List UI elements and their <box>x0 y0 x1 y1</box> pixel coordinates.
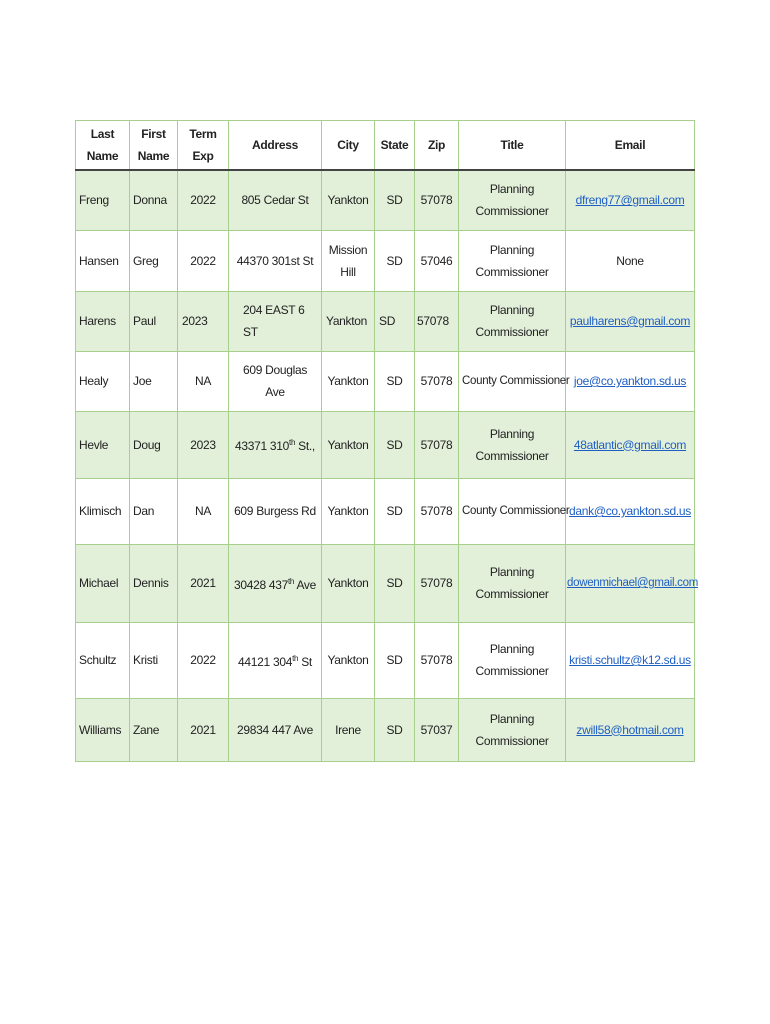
cell-title: Planning Commissioner <box>459 544 566 622</box>
cell-state: SD <box>375 622 415 698</box>
cell-email <box>566 170 695 230</box>
email-link[interactable]: joe@co.yankton.sd.us <box>573 374 687 388</box>
cell-state: SD <box>375 411 415 478</box>
cell-email <box>566 478 695 544</box>
cell-first-name: Joe <box>130 351 178 411</box>
cell-address: 43371 310th St., <box>229 411 322 478</box>
cell-first-name: Kristi <box>130 622 178 698</box>
cell-term-exp: NA <box>178 478 229 544</box>
cell-last-name: Healy <box>76 351 130 411</box>
cell-title: Planning Commissioner <box>459 622 566 698</box>
cell-zip: 57078 <box>415 622 459 698</box>
table-row <box>76 170 695 230</box>
cell-state: SD <box>375 698 415 761</box>
cell-state: SD <box>375 291 415 351</box>
cell-zip: 57078 <box>415 478 459 544</box>
cell-title: Planning Commissioner <box>459 698 566 761</box>
cell-email <box>566 291 695 351</box>
cell-first-name: Donna <box>130 170 178 230</box>
email-link[interactable]: 48atlantic@gmail.com <box>573 437 687 452</box>
cell-email <box>566 622 695 698</box>
cell-term-exp: NA <box>178 351 229 411</box>
header-email: Email <box>566 121 695 171</box>
cell-email <box>566 698 695 761</box>
header-row <box>76 121 695 171</box>
cell-last-name: Schultz <box>76 622 130 698</box>
cell-last-name: Michael <box>76 544 130 622</box>
cell-term-exp: 2021 <box>178 544 229 622</box>
cell-first-name: Greg <box>130 230 178 291</box>
cell-last-name: Hevle <box>76 411 130 478</box>
cell-address: 609 Douglas Ave <box>229 351 322 411</box>
cell-title: County Commissioner <box>459 351 566 411</box>
cell-address: 609 Burgess Rd <box>229 478 322 544</box>
cell-address: 44121 304th St <box>229 622 322 698</box>
cell-first-name: Dennis <box>130 544 178 622</box>
cell-term-exp: 2021 <box>178 698 229 761</box>
cell-term-exp: 2023 <box>178 291 229 351</box>
cell-address: 29834 447 Ave <box>229 698 322 761</box>
cell-last-name: Freng <box>76 170 130 230</box>
cell-first-name: Zane <box>130 698 178 761</box>
cell-email: None <box>566 230 695 291</box>
table-row <box>76 411 695 478</box>
cell-city: Irene <box>322 698 375 761</box>
cell-first-name: Paul <box>130 291 178 351</box>
cell-state: SD <box>375 544 415 622</box>
cell-city: Yankton <box>322 544 375 622</box>
cell-email <box>566 544 698 622</box>
cell-title: Planning Commissioner <box>459 230 566 291</box>
header-title: Title <box>459 121 566 171</box>
cell-zip: 57078 <box>415 411 459 478</box>
header-first-name: First Name <box>130 121 178 171</box>
header-city: City <box>322 121 375 171</box>
cell-title: Planning Commissioner <box>459 291 566 351</box>
cell-city: Yankton <box>322 351 375 411</box>
table-row <box>76 230 695 291</box>
table-row <box>76 622 695 698</box>
header-last-name: Last Name <box>76 121 130 171</box>
header-term-exp: Term Exp <box>178 121 229 171</box>
cell-term-exp: 2022 <box>178 622 229 698</box>
cell-state: SD <box>375 230 415 291</box>
cell-city: Yankton <box>322 622 375 698</box>
cell-address: 30428 437th Ave <box>229 544 322 622</box>
cell-last-name: Harens <box>76 291 130 351</box>
cell-email <box>566 351 695 411</box>
cell-last-name: Klimisch <box>76 478 130 544</box>
cell-address: 805 Cedar St <box>229 170 322 230</box>
cell-term-exp: 2022 <box>178 230 229 291</box>
cell-last-name: Hansen <box>76 230 130 291</box>
header-state: State <box>375 121 415 171</box>
cell-first-name: Doug <box>130 411 178 478</box>
cell-state: SD <box>375 351 415 411</box>
cell-city: Mission Hill <box>322 230 375 291</box>
cell-zip: 57078 <box>415 544 459 622</box>
table-row <box>76 698 695 761</box>
cell-term-exp: 2023 <box>178 411 229 478</box>
cell-city: Yankton <box>322 478 375 544</box>
email-link[interactable]: zwill58@hotmail.com <box>576 722 684 737</box>
header-address: Address <box>229 121 322 171</box>
table-row <box>76 291 695 351</box>
cell-term-exp: 2022 <box>178 170 229 230</box>
email-link[interactable]: paulharens@gmail.com <box>569 314 691 328</box>
cell-city: Yankton <box>322 291 375 351</box>
cell-title: Planning Commissioner <box>459 170 566 230</box>
cell-city: Yankton <box>322 170 375 230</box>
cell-zip: 57078 <box>415 291 459 351</box>
cell-first-name: Dan <box>130 478 178 544</box>
cell-address: 204 EAST 6 ST <box>229 291 322 351</box>
cell-email <box>566 411 695 478</box>
cell-state: SD <box>375 170 415 230</box>
table-row <box>76 351 695 411</box>
table-row <box>76 544 695 622</box>
email-link[interactable]: dowenmichael@gmail.com <box>567 577 698 589</box>
email-link[interactable]: dfreng77@gmail.com <box>575 193 685 208</box>
table-row <box>76 478 695 544</box>
header-zip: Zip <box>415 121 459 171</box>
email-link[interactable]: dank@co.yankton.sd.us <box>569 504 691 518</box>
cell-state: SD <box>375 478 415 544</box>
cell-zip: 57078 <box>415 170 459 230</box>
cell-title: Planning Commissioner <box>459 411 566 478</box>
email-link[interactable]: kristi.schultz@k12.sd.us <box>569 653 691 667</box>
cell-last-name: Williams <box>76 698 130 761</box>
cell-address: 44370 301st St <box>229 230 322 291</box>
cell-zip: 57078 <box>415 351 459 411</box>
cell-zip: 57046 <box>415 230 459 291</box>
cell-city: Yankton <box>322 411 375 478</box>
cell-title: County Commissioner <box>459 478 566 544</box>
commissioner-table <box>75 120 698 762</box>
cell-zip: 57037 <box>415 698 459 761</box>
